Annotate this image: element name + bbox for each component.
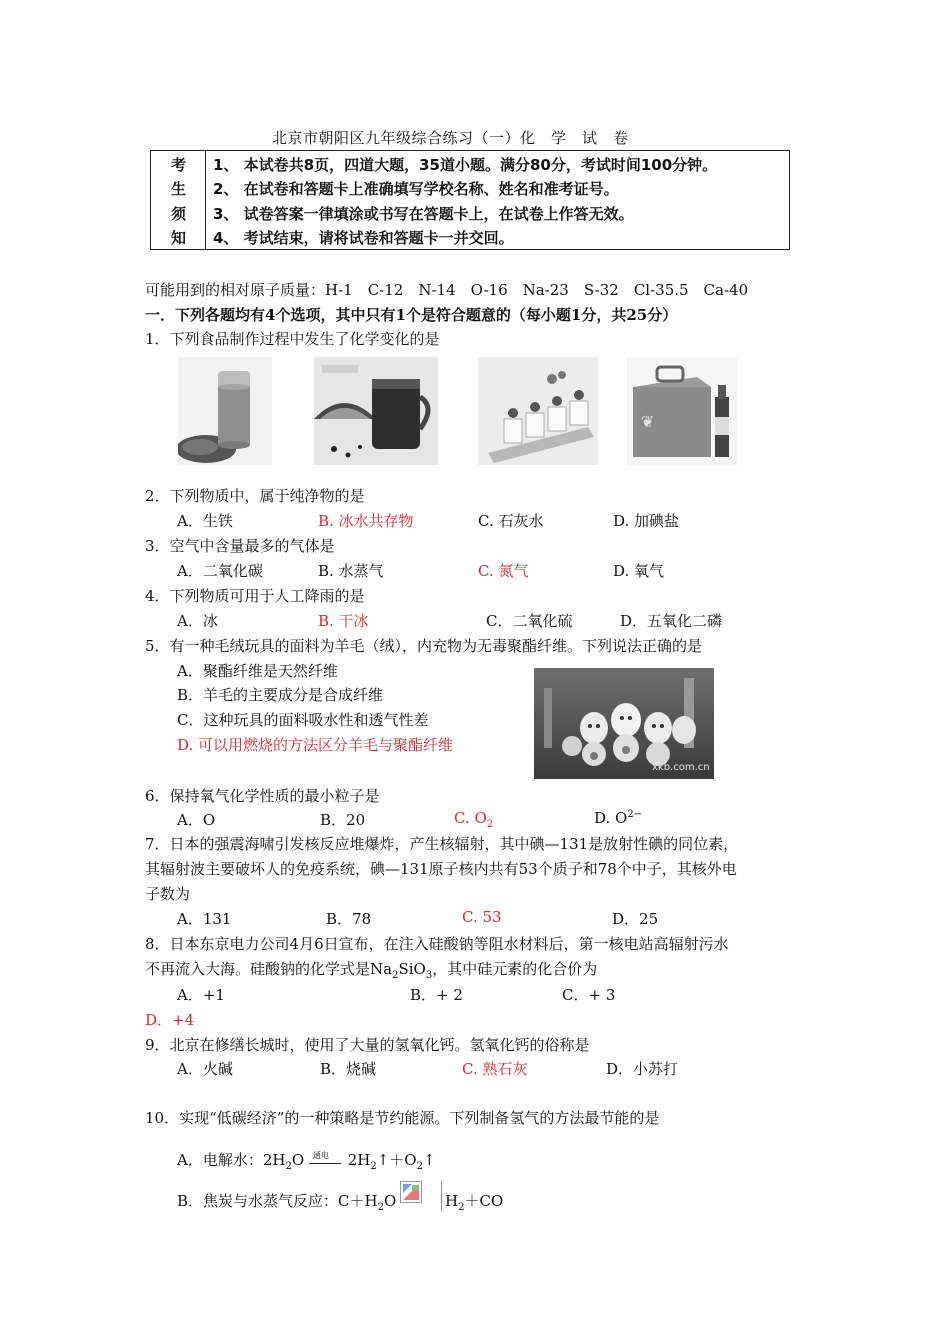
question-9-option-b: B．烧碱 xyxy=(320,1060,377,1078)
wine-gift-box-image xyxy=(627,357,737,465)
question-6-option-b: B．20 xyxy=(320,811,366,829)
question-2-option-d: D. 加碘盐 xyxy=(613,512,680,530)
question-3-option-a: A．二氧化碳 xyxy=(177,562,263,580)
juice-image xyxy=(314,357,438,465)
broken-image-icon xyxy=(400,1181,422,1203)
question-10-option-b: B．焦炭与水蒸气反应：$C+H_2O$ xyxy=(177,1192,397,1213)
notice-label-char: 考 xyxy=(170,156,186,174)
question-8-option-a: A．+1 xyxy=(177,986,225,1004)
question-7-line-1: 7．日本的强震海啸引发核反应堆爆炸，产生核辐射，其中碘—131是放射性碘的同位素， xyxy=(145,835,739,853)
question-5-option-a: A．聚酯纤维是天然纤维 xyxy=(177,662,338,680)
divider xyxy=(441,1181,442,1211)
question-2-option-b: B. 冰水共存物 xyxy=(318,512,414,530)
question-3-option-d: D. 氧气 xyxy=(613,562,665,580)
question-2-option-c: C. 石灰水 xyxy=(478,512,544,530)
reaction-arrow: 通电 xyxy=(309,1154,343,1168)
tofu-image xyxy=(478,357,598,465)
question-5-option-d: D. 可以用燃烧的方法区分羊毛与聚酯纤维 xyxy=(177,736,454,754)
question-7-option-d: D．25 xyxy=(612,910,659,928)
question-7-option-a: A．131 xyxy=(177,910,232,928)
question-7-line-3: 子数为 xyxy=(145,885,191,903)
notice-label-char: 须 xyxy=(170,205,186,223)
atomic-masses: 可能用到的相对原子质量：H-1 C-12 N-14 O-16 Na-23 S-32 Cl-35.5 Ca-40 xyxy=(145,281,749,299)
question-8-line-1: 8．日本东京电力公司4月6日宣布，在注入硅酸钠等阻水材料后，第一核电站高辐射污水 xyxy=(145,935,729,953)
question-7-line-2: 其辐射波主要破坏人的免疫系统，碘—131原子核内共有53个质子和78个中子，其核外电 xyxy=(145,860,737,878)
question-9-stem: 9．北京在修缮长城时，使用了大量的氢氧化钙。氢氧化钙的俗称是 xyxy=(145,1036,590,1054)
question-8-option-b: B．+ 2 xyxy=(410,986,463,1004)
question-10-option-a: A．电解水：$2H_2O$ 通电 $2H_2↑+O_2↑$ xyxy=(177,1151,436,1172)
question-10-option-b-product: $H_2+CO$ xyxy=(445,1192,504,1213)
question-6-option-a: A．O xyxy=(177,811,216,829)
page-title: 北京市朝阳区九年级综合练习（一）化 学 试 卷 xyxy=(272,129,629,147)
question-4-stem: 4．下列物质可用于人工降雨的是 xyxy=(145,587,365,605)
question-2-stem: 2．下列物质中，属于纯净物的是 xyxy=(145,487,365,505)
question-7-option-c: C. 53 xyxy=(462,908,502,926)
question-5-option-b: B．羊毛的主要成分是合成纤维 xyxy=(177,686,384,704)
question-6-option-c: C. $O_2$ xyxy=(454,809,494,830)
question-8-line-2: 不再流入大海。硅酸钠的化学式是$Na_2SiO_3$，其中硅元素的化合价为 xyxy=(145,960,598,981)
notice-label-char: 生 xyxy=(170,180,186,198)
notice-label-char: 知 xyxy=(170,229,186,247)
question-9-option-a: A．火碱 xyxy=(177,1060,233,1078)
question-8-option-c: C．+ 3 xyxy=(562,986,616,1004)
exam-notice-table xyxy=(150,150,790,250)
question-9-option-c: C. 熟石灰 xyxy=(462,1060,528,1078)
question-3-stem: 3．空气中含量最多的气体是 xyxy=(145,537,335,555)
question-3-option-b: B. 水蒸气 xyxy=(318,562,384,580)
plush-toys-image xyxy=(534,668,714,779)
notice-label-column xyxy=(151,151,206,249)
question-4-option-c: C．二氧化硫 xyxy=(486,612,573,630)
question-4-option-a: A．冰 xyxy=(177,612,218,630)
question-6-option-d: D. $O^{2-}$ xyxy=(594,809,643,827)
notice-row: 1、 本试卷共8页，四道大题，35道小题。满分80分，考试时间100分钟。 xyxy=(213,156,718,174)
notice-row: 3、 试卷答案一律填涂或书写在答题卡上，在试卷上作答无效。 xyxy=(213,205,634,223)
question-6-stem: 6．保持氧气化学性质的最小粒子是 xyxy=(145,787,380,805)
notice-row: 2、 在试卷和答题卡上准确填写学校名称、姓名和准考证号。 xyxy=(213,180,619,198)
image-watermark: xkb.com.cn xyxy=(652,762,710,773)
question-2-option-a: A．生铁 xyxy=(177,512,233,530)
question-9-option-d: D．小苏打 xyxy=(606,1060,679,1078)
question-4-option-b: B. 干冰 xyxy=(318,612,369,630)
question-8-option-d: D．+4 xyxy=(145,1011,195,1029)
question-5-stem: 5．有一种毛绒玩具的面料为羊毛（绒），内充物为无毒聚酯纤维。下列说法正确的是 xyxy=(145,637,703,655)
svg-text:❦: ❦ xyxy=(641,412,655,431)
question-3-option-c: C. 氮气 xyxy=(478,562,529,580)
question-1-stem: 1．下列食品制作过程中发生了化学变化的是 xyxy=(145,330,440,348)
soymilk-image xyxy=(178,357,272,465)
question-4-option-d: D．五氧化二磷 xyxy=(620,612,723,630)
notice-row: 4、 考试结束，请将试卷和答题卡一并交回。 xyxy=(213,229,514,247)
section-heading: 一．下列各题均有4个选项，其中只有1个是符合题意的（每小题1分，共25分） xyxy=(145,306,678,324)
question-7-option-b: B．78 xyxy=(326,910,372,928)
question-10-stem: 10．实现“低碳经济”的一种策略是节约能源。下列制备氢气的方法最节能的是 xyxy=(145,1109,660,1127)
question-5-option-c: C．这种玩具的面料吸水性和透气性差 xyxy=(177,711,429,729)
